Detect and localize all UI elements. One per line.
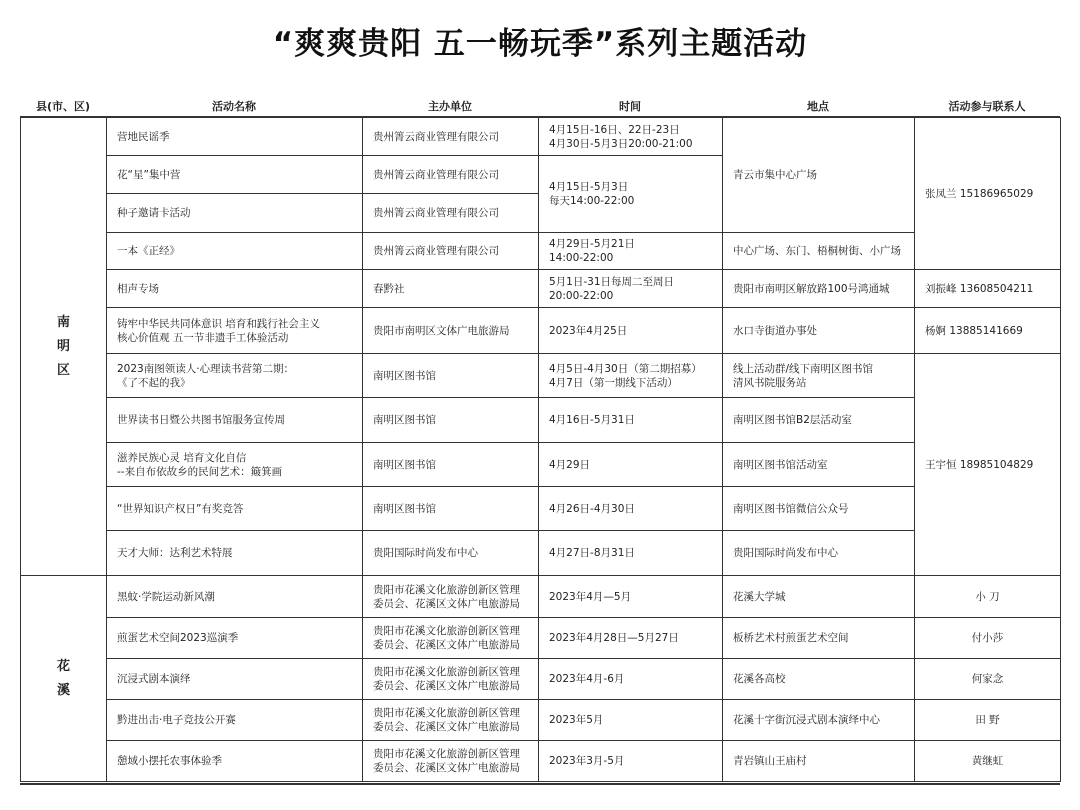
organizer: 贵州箐云商业管理有限公司 [363, 118, 539, 156]
contact: 何家念 [915, 659, 1061, 700]
table-row [21, 270, 1061, 308]
time: 2023年4月—5月 [539, 576, 723, 618]
table-row [21, 487, 1061, 531]
header-organizer: 主办单位 [428, 100, 472, 113]
organizer: 贵州箐云商业管理有限公司 [363, 233, 539, 270]
time: 2023年4月25日 [539, 308, 723, 354]
organizer: 贵阳市花溪文化旅游创新区管理 委员会、花溪区文体广电旅游局 [363, 741, 539, 782]
contact: 付小莎 [915, 618, 1061, 659]
table-row [21, 398, 1061, 443]
header-contact: 活动参与联系人 [948, 100, 1026, 113]
location: 南明区图书馆B2层活动室 [723, 398, 915, 443]
organizer: 贵阳国际时尚发布中心 [363, 531, 539, 576]
table-row [21, 308, 1061, 354]
activity-name: “世界知识产权日”有奖竞答 [107, 487, 363, 531]
location: 花溪十字街沉浸式剧本演绎中心 [723, 700, 915, 741]
organizer: 贵州箐云商业管理有限公司 [363, 156, 539, 194]
activity-name: 沉浸式剧本演绎 [107, 659, 363, 700]
organizer: 春黔社 [363, 270, 539, 308]
header-location: 地点 [807, 100, 829, 113]
time: 4月5日-4月30日（第二期招募） 4月7日（第一期线下活动） [539, 354, 723, 398]
location: 线上活动群/线下南明区图书馆 清风书院服务站 [723, 354, 915, 398]
activity-name: 世界读书日暨公共图书馆服务宣传周 [107, 398, 363, 443]
contact: 黄继虹 [915, 741, 1061, 782]
header-activity-name: 活动名称 [212, 100, 256, 113]
activity-name: 憩域小摆托农事体验季 [107, 741, 363, 782]
organizer: 南明区图书馆 [363, 354, 539, 398]
location: 花溪各高校 [723, 659, 915, 700]
time: 5月1日-31日每周二至周日 20:00-22:00 [539, 270, 723, 308]
activity-name: 黔进出击·电子竞技公开赛 [107, 700, 363, 741]
activity-name: 相声专场 [107, 270, 363, 308]
activity-name: 铸牢中华民共同体意识 培育和践行社会主义 核心价值观 五一节非遗手工体验活动 [107, 308, 363, 354]
contact: 王宇恒 18985104829 [915, 354, 1061, 576]
activity-name: 2023南图领读人·心理读书营第二期： 《了不起的我》 [107, 354, 363, 398]
activity-name: 天才大师：达利艺术特展 [107, 531, 363, 576]
table-row [21, 354, 1061, 398]
page-title: “爽爽贵阳 五一畅玩季”系列主题活动 [272, 26, 808, 62]
organizer: 南明区图书馆 [363, 398, 539, 443]
organizer: 贵阳市花溪文化旅游创新区管理 委员会、花溪区文体广电旅游局 [363, 618, 539, 659]
time: 2023年4月-6月 [539, 659, 723, 700]
organizer: 贵阳市花溪文化旅游创新区管理 委员会、花溪区文体广电旅游局 [363, 576, 539, 618]
table-row [21, 700, 1061, 741]
activity-name: 种子邀请卡活动 [107, 194, 363, 233]
activity-name: 营地民谣季 [107, 118, 363, 156]
organizer: 南明区图书馆 [363, 443, 539, 487]
location: 贵阳市南明区解放路100号鸿通城 [723, 270, 915, 308]
organizer: 贵阳市花溪文化旅游创新区管理 委员会、花溪区文体广电旅游局 [363, 659, 539, 700]
contact: 刘振峰 13608504211 [915, 270, 1061, 308]
time: 4月29日-5月21日 14:00-22:00 [539, 233, 723, 270]
organizer: 贵州箐云商业管理有限公司 [363, 194, 539, 233]
organizer: 贵阳市南明区文体广电旅游局 [363, 308, 539, 354]
activity-name: 滋养民族心灵 培育文化自信 --来自布依故乡的民间艺术：簸箕画 [107, 443, 363, 487]
table-row [21, 576, 1061, 618]
activity-table [20, 117, 1061, 782]
contact: 张凤兰 15186965029 [915, 118, 1061, 270]
contact: 小 刀 [915, 576, 1061, 618]
table-row [21, 741, 1061, 782]
location: 中心广场、东门、梧桐树街、小广场 [723, 233, 915, 270]
organizer: 南明区图书馆 [363, 487, 539, 531]
location: 花溪大学城 [723, 576, 915, 618]
table-row [21, 118, 1061, 156]
location: 水口寺街道办事处 [723, 308, 915, 354]
header-time: 时间 [619, 100, 641, 113]
location: 贵阳国际时尚发布中心 [723, 531, 915, 576]
district-nanming: 南 明 区 [21, 118, 107, 576]
time: 4月26日-4月30日 [539, 487, 723, 531]
time: 4月15日-16日、22日-23日 4月30日-5月3日20:00-21:00 [539, 118, 723, 156]
contact: 田 野 [915, 700, 1061, 741]
contact: 杨婀 13885141669 [915, 308, 1061, 354]
activity-name: 煎蛋艺术空间2023巡演季 [107, 618, 363, 659]
location: 板桥艺术村煎蛋艺术空间 [723, 618, 915, 659]
time: 2023年3月-5月 [539, 741, 723, 782]
location: 青云市集中心广场 [723, 118, 915, 233]
activity-name: 花“星”集中营 [107, 156, 363, 194]
location: 南明区图书馆微信公众号 [723, 487, 915, 531]
table-row [21, 233, 1061, 270]
time: 4月16日-5月31日 [539, 398, 723, 443]
activity-name: 黑蚊·学院运动新风潮 [107, 576, 363, 618]
time: 2023年4月28日—5月27日 [539, 618, 723, 659]
table-row [21, 659, 1061, 700]
organizer: 贵阳市花溪文化旅游创新区管理 委员会、花溪区文体广电旅游局 [363, 700, 539, 741]
table-row [21, 531, 1061, 576]
location: 青岩镇山王庙村 [723, 741, 915, 782]
table-row [21, 443, 1061, 487]
time: 2023年5月 [539, 700, 723, 741]
header-county: 县(市、区) [35, 100, 91, 113]
activity-name: 一本《正经》 [107, 233, 363, 270]
location: 南明区图书馆活动室 [723, 443, 915, 487]
table-row [21, 618, 1061, 659]
time: 4月29日 [539, 443, 723, 487]
time: 4月27日-8月31日 [539, 531, 723, 576]
district-huaxi: 花 溪 [21, 576, 107, 782]
time: 4月15日-5月3日 每天14:00-22:00 [539, 156, 723, 233]
table-bottom-border [20, 783, 1060, 785]
